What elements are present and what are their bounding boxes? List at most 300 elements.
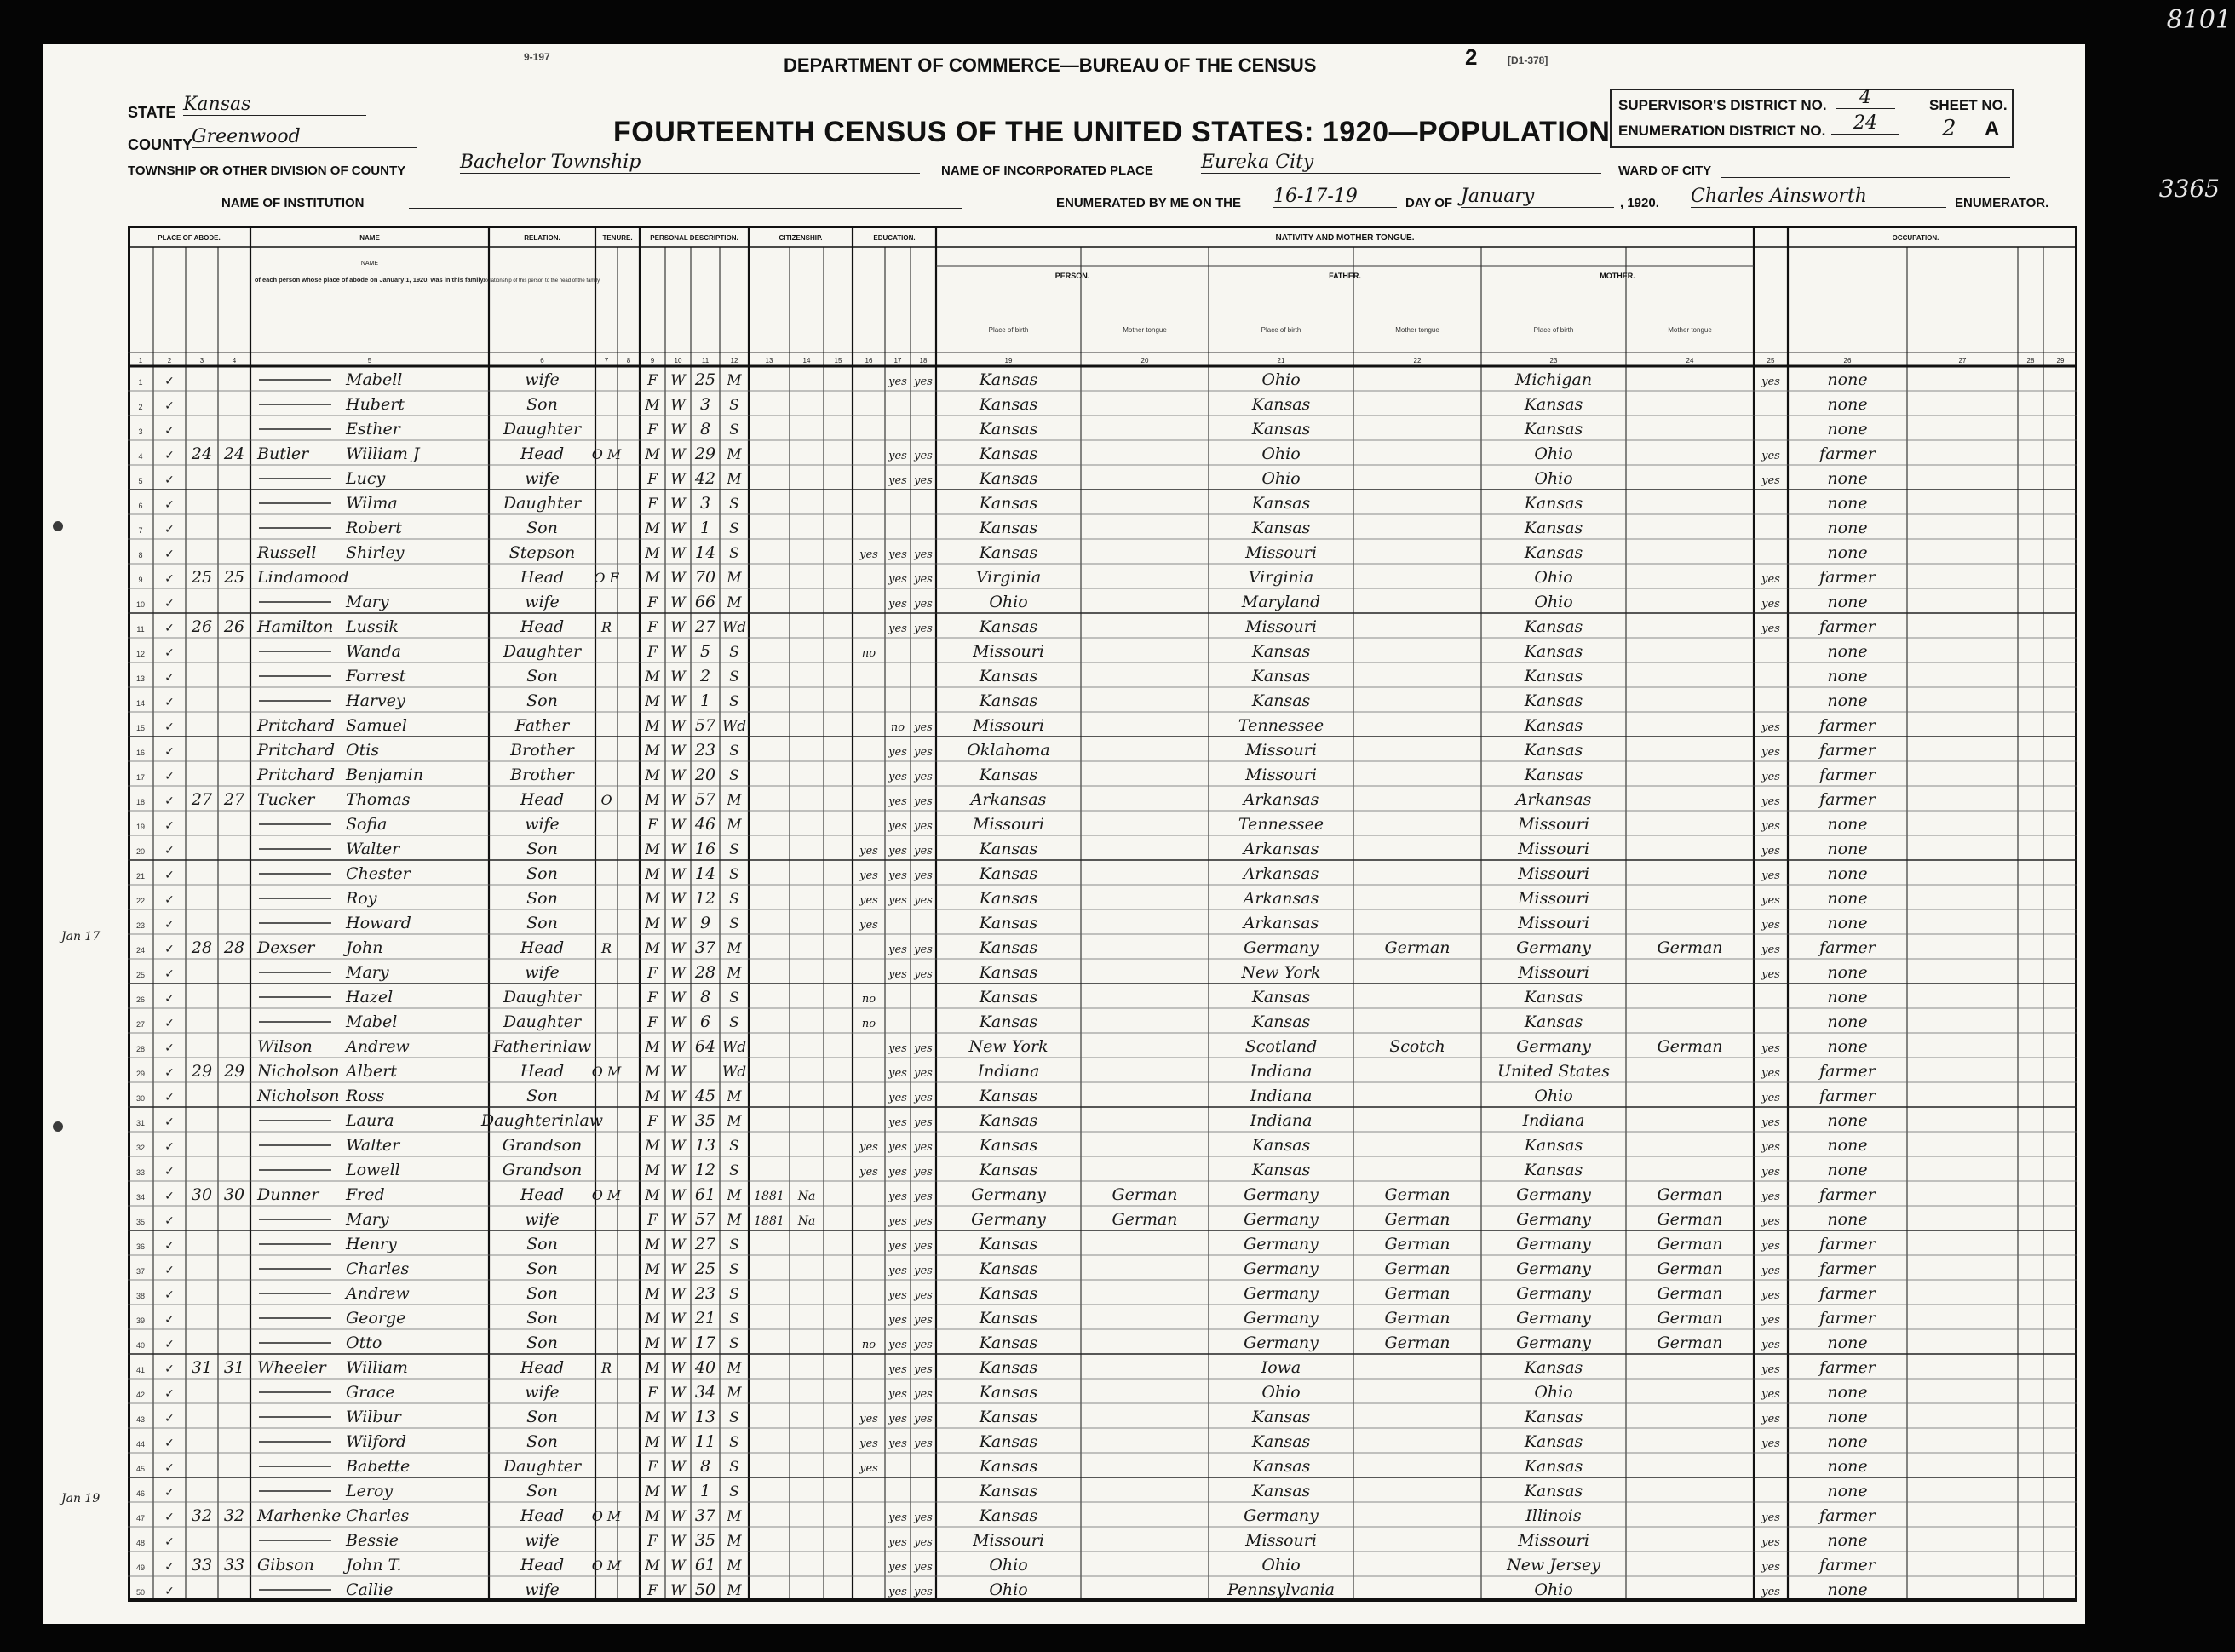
column-number: 29 bbox=[2056, 357, 2065, 364]
speaks-english: yes bbox=[1761, 820, 1780, 833]
age: 40 bbox=[694, 1358, 716, 1377]
sex: M bbox=[645, 841, 660, 858]
marital-status: M bbox=[727, 940, 742, 957]
race: W bbox=[670, 718, 686, 735]
write: yes bbox=[914, 845, 933, 858]
birthplace: Kansas bbox=[979, 667, 1038, 685]
dwelling-number: 29 bbox=[191, 1062, 213, 1081]
sex: M bbox=[645, 1409, 660, 1426]
surname: Gibson bbox=[257, 1556, 314, 1575]
enumeration-value: 24 bbox=[1831, 112, 1899, 135]
race: W bbox=[670, 1187, 686, 1204]
sex: F bbox=[647, 1113, 658, 1130]
visitation-tick: ✓ bbox=[164, 794, 175, 808]
marital-status: S bbox=[729, 1162, 739, 1179]
race: W bbox=[670, 422, 686, 439]
race: W bbox=[670, 1113, 686, 1130]
mother-tongue-header: Mother tongue bbox=[1395, 326, 1439, 334]
mother-birthplace: Ohio bbox=[1534, 1580, 1573, 1599]
mother-birthplace: Kansas bbox=[1524, 519, 1583, 537]
surname: Tucker bbox=[257, 790, 315, 809]
age: 13 bbox=[694, 1136, 716, 1155]
sex: F bbox=[647, 1212, 658, 1229]
given-name: Mabell bbox=[346, 370, 403, 389]
marital-status: M bbox=[727, 1187, 742, 1204]
mother-birthplace: Kansas bbox=[1524, 988, 1583, 1007]
visitation-tick: ✓ bbox=[164, 1239, 175, 1253]
father-birthplace: Germany bbox=[1244, 1284, 1319, 1303]
marital-status: S bbox=[729, 989, 739, 1007]
row-number: 5 bbox=[138, 477, 143, 485]
marital-status: S bbox=[729, 743, 739, 760]
age: 12 bbox=[694, 1161, 716, 1179]
father-birthplace: Arkansas bbox=[1243, 864, 1319, 883]
visitation-tick: ✓ bbox=[164, 1165, 175, 1179]
sex: M bbox=[645, 1483, 660, 1500]
sex: F bbox=[647, 372, 658, 389]
race: W bbox=[670, 1434, 686, 1451]
mother-birthplace: Kansas bbox=[1524, 395, 1583, 414]
occupation: none bbox=[1827, 1580, 1868, 1599]
visitation-tick: ✓ bbox=[164, 1264, 175, 1277]
group-header: CITIZENSHIP. bbox=[779, 234, 823, 242]
visitation-tick: ✓ bbox=[164, 1214, 175, 1228]
read: yes bbox=[888, 1314, 907, 1327]
given-name: Grace bbox=[346, 1383, 395, 1402]
given-name: Mary bbox=[346, 1210, 389, 1229]
write: yes bbox=[914, 450, 933, 462]
sex: M bbox=[645, 1360, 660, 1377]
family-number: 29 bbox=[223, 1062, 245, 1081]
race: W bbox=[670, 1014, 686, 1031]
race: W bbox=[670, 644, 686, 661]
age: 9 bbox=[699, 914, 711, 932]
mother-birthplace: Germany bbox=[1516, 1235, 1591, 1253]
marital-status: M bbox=[727, 1385, 742, 1402]
given-name: Andrew bbox=[346, 1037, 410, 1056]
mother-birthplace: Michigan bbox=[1514, 370, 1593, 389]
enumeration-month: January bbox=[1461, 186, 1614, 208]
mother-tongue-mother: German bbox=[1657, 1334, 1723, 1352]
occupation: none bbox=[1827, 593, 1868, 611]
enumerator-label: ENUMERATOR. bbox=[1955, 196, 2049, 210]
birthplace: Kansas bbox=[979, 1087, 1038, 1105]
sex: M bbox=[645, 1508, 660, 1525]
mother-tongue-mother: German bbox=[1657, 1037, 1723, 1056]
visitation-tick: ✓ bbox=[164, 1066, 175, 1080]
sub-header: MOTHER. bbox=[1600, 272, 1635, 280]
visitation-tick: ✓ bbox=[164, 1313, 175, 1327]
relation-column-header: Relationship of this person to the head of the family. bbox=[483, 278, 601, 284]
father-birthplace: Ohio bbox=[1261, 1383, 1301, 1402]
read: yes bbox=[888, 1092, 907, 1104]
father-tongue: German bbox=[1384, 1185, 1451, 1204]
column-number: 13 bbox=[765, 357, 773, 364]
ward-label: WARD OF CITY bbox=[1618, 163, 1712, 178]
occupation: none bbox=[1827, 815, 1868, 834]
institution-line bbox=[409, 208, 962, 209]
occupation: farmer bbox=[1819, 1235, 1876, 1253]
mother-birthplace: Missouri bbox=[1518, 815, 1589, 834]
surname: Lindamood bbox=[257, 568, 349, 587]
occupation: farmer bbox=[1819, 1284, 1876, 1303]
supervisor-value: 4 bbox=[1836, 87, 1895, 109]
race: W bbox=[670, 1212, 686, 1229]
visitation-tick: ✓ bbox=[164, 399, 175, 413]
row-number: 28 bbox=[135, 1045, 146, 1053]
birthplace: Oklahoma bbox=[967, 741, 1050, 760]
marital-status: M bbox=[727, 1533, 742, 1550]
relation: Son bbox=[526, 914, 558, 932]
row-number: 8 bbox=[138, 551, 143, 559]
row-number: 6 bbox=[138, 502, 143, 510]
row-number: 38 bbox=[135, 1292, 146, 1300]
given-name: Henry bbox=[346, 1235, 397, 1253]
visitation-tick: ✓ bbox=[164, 375, 175, 388]
occupation: none bbox=[1827, 395, 1868, 414]
father-birthplace: Ohio bbox=[1261, 1556, 1301, 1575]
age: 42 bbox=[694, 469, 716, 488]
visitation-tick: ✓ bbox=[164, 893, 175, 907]
father-birthplace: Germany bbox=[1244, 1506, 1319, 1525]
birthplace: Germany bbox=[971, 1185, 1046, 1204]
row-number: 3 bbox=[138, 427, 143, 436]
write: yes bbox=[914, 1042, 933, 1055]
birthplace: Kansas bbox=[979, 963, 1038, 982]
birthplace: Kansas bbox=[979, 1383, 1038, 1402]
tenure: R bbox=[600, 619, 612, 635]
column-number: 7 bbox=[604, 357, 609, 364]
write: yes bbox=[914, 1339, 933, 1351]
age: 29 bbox=[694, 445, 716, 463]
page-title: FOURTEENTH CENSUS OF THE UNITED STATES: 1920—POPULATION bbox=[613, 116, 1611, 148]
age: 21 bbox=[694, 1309, 716, 1328]
age: 3 bbox=[699, 494, 711, 513]
race: W bbox=[670, 767, 686, 784]
write: yes bbox=[914, 474, 933, 487]
sex: M bbox=[645, 545, 660, 562]
race: W bbox=[670, 965, 686, 982]
row-number: 35 bbox=[135, 1218, 146, 1226]
father-birthplace: Germany bbox=[1244, 1235, 1319, 1253]
write: yes bbox=[914, 1067, 933, 1080]
school: no bbox=[861, 1339, 876, 1351]
given-name: Thomas bbox=[346, 790, 411, 809]
enumeration-label: ENUMERATION DISTRICT NO. bbox=[1618, 123, 1826, 139]
race: W bbox=[670, 1039, 686, 1056]
school: yes bbox=[859, 1462, 878, 1475]
side-note: Jan 19 bbox=[61, 1492, 101, 1506]
given-name: Samuel bbox=[346, 716, 407, 735]
relation: Grandson bbox=[502, 1136, 583, 1155]
father-birthplace: Germany bbox=[1244, 1185, 1319, 1204]
read: yes bbox=[888, 474, 907, 487]
township-label: TOWNSHIP OR OTHER DIVISION OF COUNTY bbox=[128, 163, 406, 178]
race: W bbox=[670, 1138, 686, 1155]
sex: M bbox=[645, 520, 660, 537]
given-name: Ross bbox=[346, 1087, 385, 1105]
mother-birthplace: Germany bbox=[1516, 1037, 1591, 1056]
father-birthplace: Arkansas bbox=[1243, 914, 1319, 932]
occupation: none bbox=[1827, 988, 1868, 1007]
write: yes bbox=[914, 573, 933, 586]
mother-tongue: German bbox=[1112, 1210, 1178, 1229]
age: 17 bbox=[694, 1334, 716, 1352]
visitation-tick: ✓ bbox=[164, 696, 175, 709]
mother-tongue-mother: German bbox=[1657, 1235, 1723, 1253]
father-birthplace: Ohio bbox=[1261, 445, 1301, 463]
age: 20 bbox=[694, 766, 716, 784]
sex: F bbox=[647, 1459, 658, 1476]
school: yes bbox=[859, 1141, 878, 1154]
given-name: Andrew bbox=[346, 1284, 410, 1303]
sex: M bbox=[645, 1064, 660, 1081]
tenure: R bbox=[600, 940, 612, 956]
write: yes bbox=[914, 622, 933, 635]
relation: Head bbox=[520, 617, 565, 636]
relation: wife bbox=[525, 963, 560, 982]
given-name: Chester bbox=[346, 864, 411, 883]
sex: M bbox=[645, 1335, 660, 1352]
birthplace: Ohio bbox=[989, 593, 1028, 611]
sub-header: PERSON. bbox=[1054, 272, 1090, 280]
occupation: none bbox=[1827, 864, 1868, 883]
marital-status: Wd bbox=[721, 619, 747, 636]
marital-status: S bbox=[729, 1409, 739, 1426]
column-number: 25 bbox=[1767, 357, 1775, 364]
race: W bbox=[670, 594, 686, 611]
father-birthplace: Tennessee bbox=[1238, 815, 1324, 834]
age: 23 bbox=[694, 741, 716, 760]
age: 28 bbox=[694, 963, 716, 982]
visitation-tick: ✓ bbox=[164, 646, 175, 660]
age: 12 bbox=[694, 889, 716, 908]
row-number: 25 bbox=[135, 971, 146, 979]
marital-status: S bbox=[729, 397, 739, 414]
marital-status: S bbox=[729, 520, 739, 537]
father-tongue: German bbox=[1384, 1334, 1451, 1352]
dwelling-number: 31 bbox=[191, 1358, 213, 1377]
speaks-english: yes bbox=[1761, 1437, 1780, 1450]
relation: wife bbox=[525, 1580, 560, 1599]
father-birthplace: Germany bbox=[1244, 1210, 1319, 1229]
row-number: 12 bbox=[135, 650, 146, 658]
sheet-label: SHEET NO. bbox=[1929, 97, 2008, 113]
occupation: none bbox=[1827, 691, 1868, 710]
mother-birthplace: Illinois bbox=[1525, 1506, 1582, 1525]
given-name: William bbox=[346, 1358, 408, 1377]
marital-status: S bbox=[729, 1261, 739, 1278]
speaks-english: yes bbox=[1761, 376, 1780, 388]
relation: Daughter bbox=[503, 494, 582, 513]
visitation-tick: ✓ bbox=[164, 1017, 175, 1030]
marital-status: S bbox=[729, 1286, 739, 1303]
relation: Daughterinlaw bbox=[480, 1111, 604, 1130]
visitation-tick: ✓ bbox=[164, 720, 175, 734]
naturalization: Na bbox=[797, 1190, 816, 1203]
surname: Marhenke bbox=[257, 1506, 342, 1525]
row-number: 48 bbox=[135, 1539, 146, 1547]
write: yes bbox=[914, 771, 933, 783]
family-number: 27 bbox=[223, 790, 245, 809]
mother-birthplace: Ohio bbox=[1534, 568, 1573, 587]
row-number: 45 bbox=[135, 1465, 146, 1473]
enumerated-label: ENUMERATED BY ME ON THE bbox=[1056, 196, 1241, 210]
sex: M bbox=[645, 1187, 660, 1204]
birthplace: Kansas bbox=[979, 370, 1038, 389]
father-birthplace: Kansas bbox=[1251, 667, 1311, 685]
column-number: 11 bbox=[701, 357, 710, 364]
marital-status: M bbox=[727, 446, 742, 463]
group-header: PLACE OF ABODE. bbox=[158, 234, 221, 242]
speaks-english: yes bbox=[1761, 771, 1780, 783]
age: 25 bbox=[694, 370, 716, 389]
father-birthplace: Kansas bbox=[1251, 420, 1311, 439]
family-number: 28 bbox=[223, 938, 245, 957]
mother-birthplace: Kansas bbox=[1524, 494, 1583, 513]
father-birthplace: Kansas bbox=[1251, 519, 1311, 537]
mother-birthplace: Kansas bbox=[1524, 691, 1583, 710]
birthplace: Kansas bbox=[979, 1432, 1038, 1451]
relation: Brother bbox=[510, 741, 574, 760]
sex: F bbox=[647, 1014, 658, 1031]
occupation: farmer bbox=[1819, 741, 1876, 760]
ward-line bbox=[1721, 177, 2010, 178]
birthplace: Kansas bbox=[979, 1408, 1038, 1426]
school: no bbox=[861, 647, 876, 660]
relation: Son bbox=[526, 1408, 558, 1426]
race: W bbox=[670, 1360, 686, 1377]
mother-birthplace: Kansas bbox=[1524, 1012, 1583, 1031]
marital-status: S bbox=[729, 422, 739, 439]
state-label: STATE bbox=[128, 104, 176, 121]
visitation-tick: ✓ bbox=[164, 770, 175, 783]
group-header: OCCUPATION. bbox=[1892, 234, 1939, 242]
sex: M bbox=[645, 1088, 660, 1105]
column-number: 23 bbox=[1549, 357, 1558, 364]
speaks-english: yes bbox=[1761, 944, 1780, 956]
age: 57 bbox=[694, 716, 716, 735]
read: yes bbox=[888, 1388, 907, 1401]
birthplace: Kansas bbox=[979, 1309, 1038, 1328]
mother-birthplace: Missouri bbox=[1518, 864, 1589, 883]
birthplace: Kansas bbox=[979, 889, 1038, 908]
visitation-tick: ✓ bbox=[164, 498, 175, 512]
mother-birthplace: Germany bbox=[1516, 1210, 1591, 1229]
visitation-tick: ✓ bbox=[164, 745, 175, 759]
write: yes bbox=[914, 1437, 933, 1450]
mother-tongue-mother: German bbox=[1657, 1284, 1723, 1303]
birthplace: Missouri bbox=[973, 1531, 1044, 1550]
school: yes bbox=[859, 919, 878, 932]
speaks-english: yes bbox=[1761, 1561, 1780, 1574]
edge-number: 3365 bbox=[2158, 175, 2220, 203]
surname: Nicholson bbox=[257, 1087, 340, 1105]
speaks-english: yes bbox=[1761, 1166, 1780, 1179]
speaks-english: yes bbox=[1761, 1289, 1780, 1302]
relation: Son bbox=[526, 889, 558, 908]
father-tongue: German bbox=[1384, 1259, 1451, 1278]
birthplace: Arkansas bbox=[970, 790, 1047, 809]
visitation-tick: ✓ bbox=[164, 1288, 175, 1302]
row-number: 9 bbox=[138, 576, 143, 584]
occupation: none bbox=[1827, 1210, 1868, 1229]
sheet-value: 2 bbox=[1942, 116, 1956, 141]
race: W bbox=[670, 1064, 686, 1081]
relation: wife bbox=[525, 815, 560, 834]
write: yes bbox=[914, 820, 933, 833]
birthplace: Missouri bbox=[973, 642, 1044, 661]
occupation: farmer bbox=[1819, 1556, 1876, 1575]
mother-birthplace: Kansas bbox=[1524, 1482, 1583, 1500]
mother-birthplace: Kansas bbox=[1524, 716, 1583, 735]
relation: Head bbox=[520, 445, 565, 463]
occupation: none bbox=[1827, 914, 1868, 932]
given-name: Benjamin bbox=[346, 766, 423, 784]
column-number: 6 bbox=[540, 357, 544, 364]
row-number: 50 bbox=[135, 1588, 146, 1597]
visitation-tick: ✓ bbox=[164, 523, 175, 536]
race: W bbox=[670, 1508, 686, 1525]
occupation: none bbox=[1827, 1457, 1868, 1476]
school: yes bbox=[859, 1437, 878, 1450]
occupation: farmer bbox=[1819, 568, 1876, 587]
read: yes bbox=[888, 746, 907, 759]
given-name: Wanda bbox=[346, 642, 401, 661]
mother-birthplace: Kansas bbox=[1524, 1161, 1583, 1179]
immigration-year: 1881 bbox=[754, 1190, 784, 1203]
surname: Dunner bbox=[257, 1185, 319, 1204]
family-number: 31 bbox=[223, 1358, 245, 1377]
occupation: farmer bbox=[1819, 1185, 1876, 1204]
side-note: Jan 17 bbox=[61, 930, 101, 944]
read: yes bbox=[888, 944, 907, 956]
occupation: none bbox=[1827, 1482, 1868, 1500]
sex: M bbox=[645, 668, 660, 685]
race: W bbox=[670, 817, 686, 834]
visitation-tick: ✓ bbox=[164, 1535, 175, 1549]
read: yes bbox=[888, 968, 907, 981]
birthplace: Kansas bbox=[979, 1334, 1038, 1352]
given-name: Mary bbox=[346, 963, 389, 982]
column-number: 5 bbox=[367, 357, 372, 364]
sex: F bbox=[647, 496, 658, 513]
father-birthplace: Kansas bbox=[1251, 1457, 1311, 1476]
father-birthplace: Kansas bbox=[1251, 1012, 1311, 1031]
mother-tongue-mother: German bbox=[1657, 1259, 1723, 1278]
relation: Son bbox=[526, 667, 558, 685]
race: W bbox=[670, 1533, 686, 1550]
relation: Son bbox=[526, 1284, 558, 1303]
occupation: farmer bbox=[1819, 1062, 1876, 1081]
write: yes bbox=[914, 944, 933, 956]
relation: Brother bbox=[510, 766, 574, 784]
sex: M bbox=[645, 743, 660, 760]
father-tongue: German bbox=[1384, 1235, 1451, 1253]
write: yes bbox=[914, 968, 933, 981]
school: yes bbox=[859, 1166, 878, 1179]
relation: Father bbox=[514, 716, 570, 735]
dwelling-number: 28 bbox=[191, 938, 213, 957]
sex: F bbox=[647, 644, 658, 661]
race: W bbox=[670, 940, 686, 957]
dwelling-number: 24 bbox=[191, 445, 213, 463]
given-name: Lowell bbox=[346, 1161, 400, 1179]
enumeration-day: 16-17-19 bbox=[1273, 186, 1397, 208]
birthplace: Kansas bbox=[979, 1136, 1038, 1155]
race: W bbox=[670, 668, 686, 685]
race: W bbox=[670, 520, 686, 537]
